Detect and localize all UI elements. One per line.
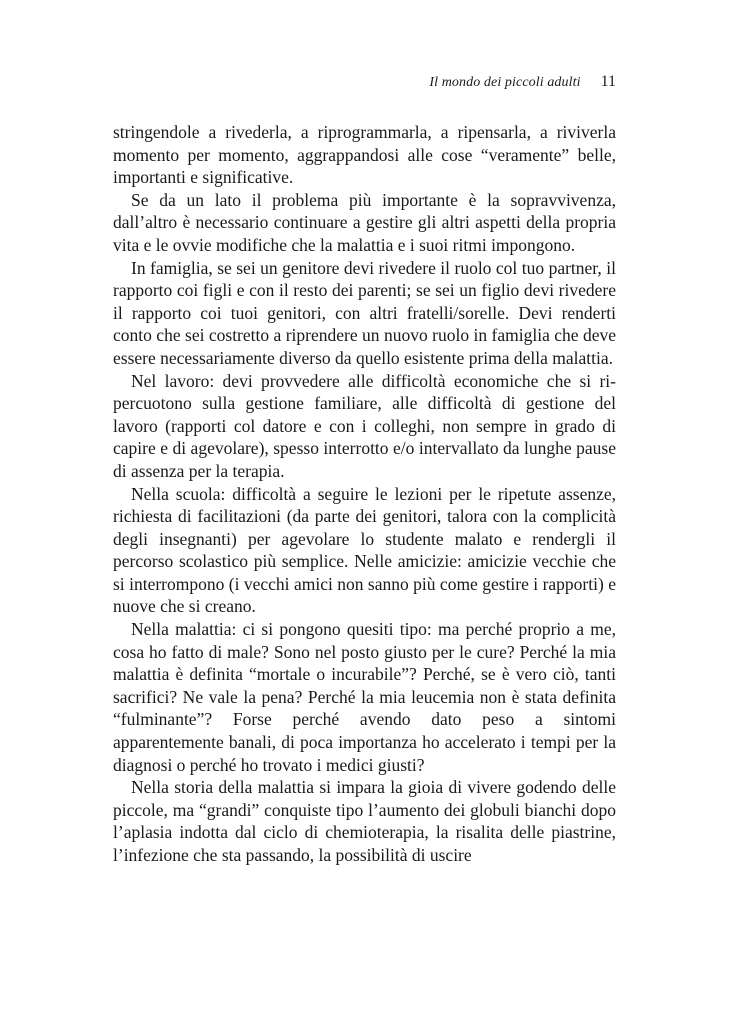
paragraph-illness: Nella malattia: ci si pongono quesiti tipo: ma perché proprio a me, cosa ho fatto di male? Sono nel posto giusto per le cure? Perché la mia malattia è definita “mortale o incurabile”? Perché, se è vero ciò, tanti sacrifici? Ne vale la pena? Perché la mia leucemia non è stata definita “fulminante”? Forse perché avendo dato peso a sintomi apparentemente banali, di poca importanza ho accelerato i tempi per la diagnosi o perché ho trovato i medici giusti? — [113, 619, 616, 775]
paragraph-work: Nel lavoro: devi provvedere alle difficoltà economiche che si ripercuotono sulla gestione familiare, alle difficoltà di gestione del lavoro (rapporti col datore e con i colleghi, non sempre in grado di capire e di agevolare), spesso interrotto e/o intervallato da lunghe pause di assenza per la terapia. — [113, 370, 616, 481]
paragraph-continuation: stringendole a rivederla, a riprogrammarla, a ripensarla, a riviverla momento per momento, aggrappandosi alle cose “veramente” belle, importanti e significative. — [113, 122, 616, 188]
paragraph-school: Nella scuola: difficoltà a seguire le lezioni per le ripetute assenze, richiesta di facilitazioni (da parte dei genitori, talora con la complicità degli insegnanti) per agevolare lo studente malato e rendergli il percorso scolastico più semplice. Nelle amicizie: amicizie vecchie che si interrompono (i vecchi amici non sanno più come gestire i rapporti) e nuove che si creano. — [113, 483, 616, 617]
paragraph-family: In famiglia, se sei un genitore devi rivedere il ruolo col tuo partner, il rapporto coi figli e con il resto dei parenti; se sei un figlio devi rivedere il rapporto coi tuoi genitori, con altri fratelli/sorelle. Devi renderti conto che sei costretto a riprendere un nuovo ruolo in famiglia che deve essere necessariamente diverso da quello esistente prima della malattia. — [113, 257, 616, 368]
paragraph-history: Nella storia della malattia si impara la gioia di vivere godendo delle piccole, ma “grandi” conquiste tipo l’aumento dei globuli bianchi dopo l’aplasia indotta dal ciclo di chemioterapia, la risalita delle piastrine, l’infezione che sta passando, la possibilità di uscire — [113, 777, 616, 865]
page-number: 11 — [600, 73, 616, 90]
paragraph-survival: Se da un lato il problema più importante è la sopravvivenza, dall’altro è necessario continuare a gestire gli altri aspetti della propria vita e le ovvie modifiche che la malattia e i suoi ritmi impongono. — [113, 189, 616, 255]
body-text — [113, 121, 616, 867]
running-header — [113, 72, 616, 93]
running-header-title: Il mondo dei piccoli adulti — [429, 75, 581, 90]
